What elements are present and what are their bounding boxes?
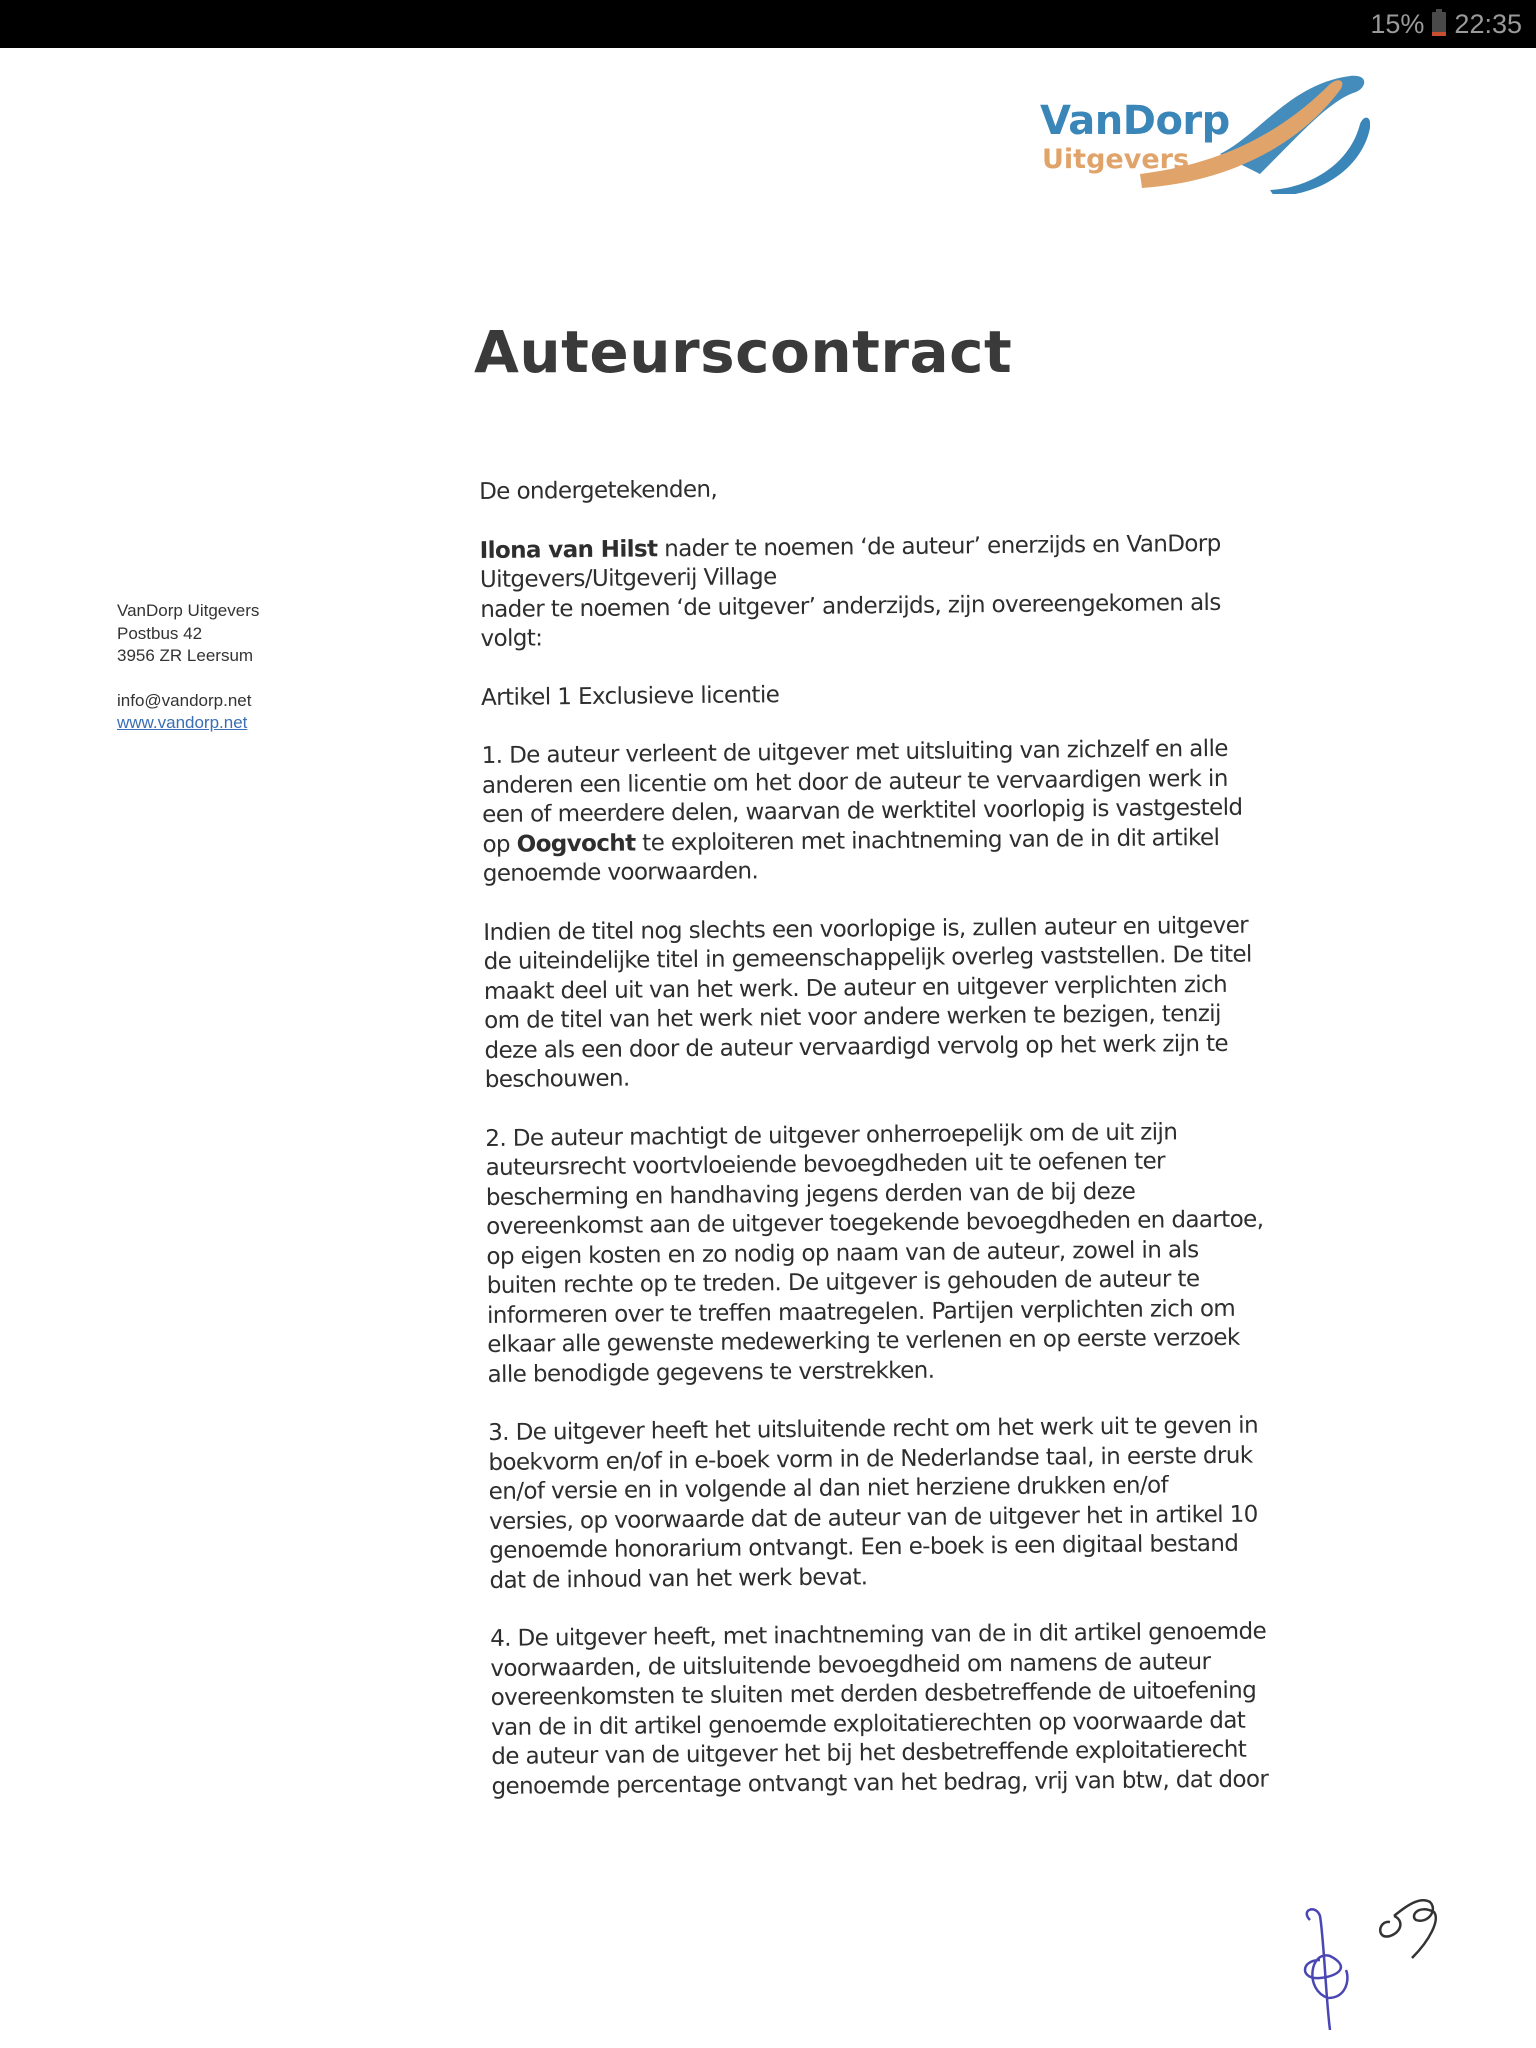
handwritten-initials-icon: [1290, 1860, 1460, 2040]
author-name: Ilona van Hilst: [479, 535, 658, 564]
article-1-heading: Artikel 1 Exclusieve licentie: [480, 681, 780, 711]
clause-1-title-note: Indien de titel nog slechts een voorlopige is, zullen auteur en uitgever de uiteindelijke titel in gemeenschappelijk overleg vaststellen. De titel maakt deel uit van het werk. De auteur en uitgever verplichten zich om de titel van het werk niet voor andere werken te bezigen, tenzij deze als een door de auteur vervaardigd vervolg op het werk zijn te beschouwen.: [483, 912, 1252, 1093]
parties-paragraph: [480, 528, 1341, 654]
clock-time: 22:35: [1454, 8, 1522, 39]
clause-2: 2. De auteur machtigt de uitgever onherroepelijk om de uit zijn auteursrecht voortvloeiende bevoegdheden uit te oefenen ter bescherming en handhaving jegens derden van de bij deze overeenkomst aan de uitgever toegekende bevoegdheden en daartoe, op eigen kosten en zo nodig op naam van de auteur, zowel in als buiten rechte op te treden. De uitgever is gehouden de auteur te informeren over te treffen maatregelen. Partijen verplichten zich om elkaar alle gewenste medewerking te verlenen en op eerste verzoek alle benodigde gegevens te verstrekken.: [485, 1118, 1264, 1388]
logo-name: VanDorp: [1040, 98, 1230, 144]
clause-3: 3. De uitgever heeft het uitsluitende recht om het werk uit te geven in boekvorm en/of in e-boek vorm in de Nederlandse taal, in eerste druk en/of versie en in volgende al dan niet herziene drukken en/of versies, op voorwaarde dat de auteur van de uitgever het in artikel 10 genoemde honorarium ontvangt. Een e-boek is een digitaal bestand dat de inhoud van het werk bevat.: [488, 1412, 1259, 1594]
clause-1: [482, 734, 1343, 890]
clause-4: 4. De uitgever heeft, met inachtneming van de in dit artikel genoemde voorwaarden, de uitsluitende bevoegdheid om namens de auteur overeenkomsten te sluiten met derden desbetreffende de uitoefening van de in dit artikel genoemde exploitatierechten op voorwaarde dat de auteur van de uitgever het bij het desbetreffende exploitatierecht genoemde percentage ontvangt van het bedrag, vrij van btw, dat door: [490, 1618, 1269, 1800]
battery-percent: 15%: [1370, 8, 1425, 39]
status-indicators: [1370, 6, 1522, 42]
document-title: Auteurscontract: [474, 318, 1013, 386]
parties-text: nader te noemen ‘de auteur’ enerzijds en VanDorp Uitgevers/Uitgeverij Village nader te noemen ‘de uitgever’ anderzijds, zijn overeengekomen als volgt:: [479, 530, 1221, 652]
contract-body: [479, 470, 1352, 1831]
sender-address-line2: 3956 ZR Leersum: [117, 646, 254, 665]
publisher-logo: [1030, 64, 1370, 194]
logo-subtitle: Uitgevers: [1042, 144, 1190, 175]
status-bar: [0, 0, 1536, 48]
sender-company: VanDorp Uitgevers: [117, 601, 260, 620]
sender-email: info@vandorp.net: [117, 690, 252, 710]
sender-address-line1: Postbus 42: [117, 623, 203, 643]
battery-low-icon: [1432, 12, 1446, 36]
opening-line: De ondergetekenden,: [479, 476, 718, 505]
clause-1-text-start: 1. De auteur verleent de uitgever met uitsluiting van zichzelf en alle anderen een licentie om het door de auteur te vervaardigen werk in een of meerdere delen, waarvan de werktitel voorlopig is vastgesteld op: [481, 735, 1243, 858]
sender-website-link[interactable]: www.vandorp.net: [117, 713, 248, 732]
clause-1-text-end: te exploiteren met inachtneming van de in dit artikel genoemde voorwaarden.: [482, 824, 1220, 887]
work-title: Oogvocht: [516, 830, 636, 858]
sender-address: [117, 600, 259, 735]
battery-level-fill: [1432, 32, 1446, 36]
